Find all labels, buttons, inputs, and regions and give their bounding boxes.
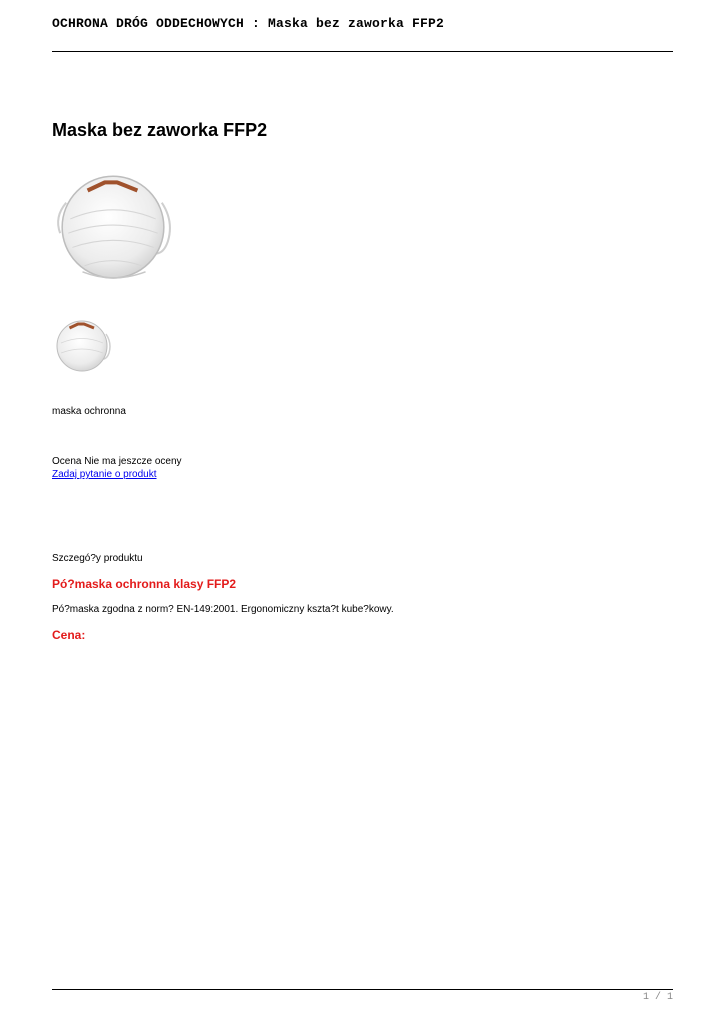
product-details-label: Szczegó?y produktu	[52, 553, 143, 564]
footer-divider	[52, 989, 673, 990]
header-divider	[52, 51, 673, 52]
ask-question-link[interactable]: Zadaj pytanie o produkt	[52, 469, 157, 480]
product-heading: Pó?maska ochronna klasy FFP2	[52, 577, 237, 591]
product-description: Pó?maska zgodna z norm? EN-149:2001. Ergonomiczny kszta?t kube?kowy.	[52, 604, 394, 615]
price-label: Cena:	[52, 628, 86, 642]
page-number: 1 / 1	[642, 992, 673, 1003]
document-header-title: OCHRONA DRÓG ODDECHOWYCH : Maska bez zaworka FFP2	[52, 16, 445, 31]
product-thumbnail[interactable]	[52, 313, 112, 373]
page-title: Maska bez zaworka FFP2	[52, 120, 268, 140]
product-short-description: maska ochronna	[52, 406, 126, 417]
product-rating: Ocena Nie ma jeszcze oceny	[52, 456, 182, 467]
product-image	[52, 160, 174, 282]
